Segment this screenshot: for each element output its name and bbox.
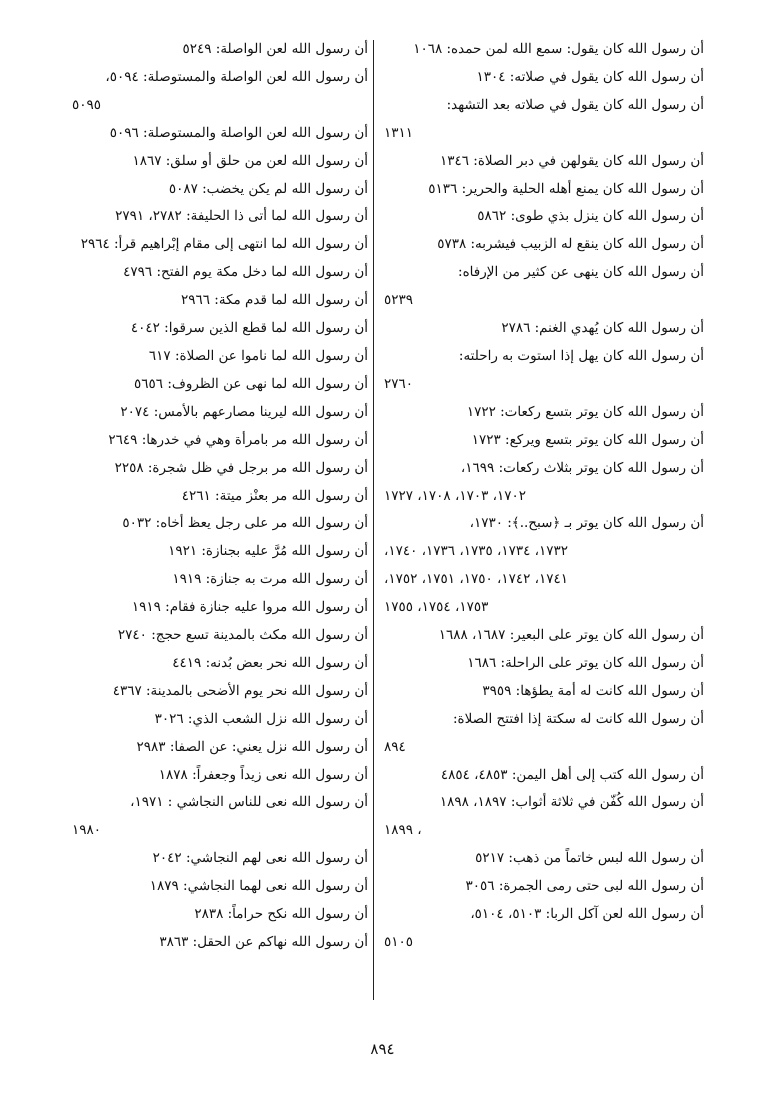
entry-text: أن رسول الله كان ينقع له الزبيب فيشربه: ٥٧٣٨: [437, 236, 704, 253]
index-entry: [384, 343, 704, 399]
entry-text: أن رسول الله كُفّن في ثلاثة أثواب: ١٨٩٧، ١٨٩٨: [439, 794, 704, 811]
index-entry: [72, 650, 368, 678]
index-entry: [384, 92, 704, 148]
entry-text: أن رسول الله كان يوتر بتسع ركعات: ١٧٢٢: [466, 403, 704, 420]
entry-continuation: ١٣١١: [384, 124, 414, 141]
index-entry: [72, 343, 368, 371]
entry-text: أن رسول الله لعن الواصلة والمستوصلة: ٥٠٩٦: [109, 124, 368, 141]
entry-text: أن رسول الله كانت له أمة يطؤها: ٣٩٥٩: [482, 682, 704, 699]
entry-text: أن رسول الله مُرَّ عليه بجنازة: ١٩٢١: [168, 543, 368, 560]
index-entry: [72, 510, 368, 538]
index-entry: [72, 371, 368, 399]
entry-text: أن رسول الله كان يوتر على البعير: ١٦٨٧، ١٦٨٨: [438, 627, 704, 644]
index-entry: [384, 650, 704, 678]
entry-text: أن رسول الله لما أتى ذا الحليفة: ٢٧٨٢، ٢٧٩١: [115, 208, 368, 225]
index-entry: [72, 678, 368, 706]
index-entry: [384, 427, 704, 455]
entry-text: أن رسول الله لعن من حلق أو سلق: ١٨٦٧: [132, 152, 368, 169]
entry-text: أن رسول الله كان يقول في صلاته: ١٣٠٤: [476, 68, 704, 85]
entry-text: أن رسول الله مكث بالمدينة تسع حجج: ٢٧٤٠: [117, 627, 368, 644]
entry-continuation: ، ١٨٩٩: [384, 822, 422, 839]
index-entry: [72, 901, 368, 929]
entry-text: أن رسول الله لعن آكل الربا: ٥١٠٣، ٥١٠٤،: [470, 906, 704, 923]
entry-continuation: ٥١٠٥: [384, 934, 414, 950]
entry-text: أن رسول الله كانت له سكتة إذا افتتح الصلاة:: [453, 710, 704, 727]
entry-continuation: ١٩٨٠: [72, 822, 102, 839]
entry-continuation: ٥٢٣٩: [384, 292, 414, 309]
index-entry: [384, 510, 704, 622]
entry-text: أن رسول الله نعى لهم النجاشي: ٢٠٤٢: [152, 850, 368, 867]
entry-text: أن رسول الله لما قطع الذين سرقوا: ٤٠٤٢: [130, 320, 368, 337]
index-entry: [72, 845, 368, 873]
entry-text: أن رسول الله نحر بعض بُدنه: ٤٤١٩: [172, 654, 368, 671]
entry-continuation: ١٧٥٣، ١٧٥٤، ١٧٥٥: [384, 599, 489, 616]
index-entry: [384, 622, 704, 650]
index-entry: [384, 706, 704, 762]
entry-text: أن رسول الله لبى حتى رمى الجمرة: ٣٠٥٦: [465, 878, 704, 895]
entry-text: أن رسول الله كان يمنع أهله الحلية والحرير: ٥١٣٦: [428, 180, 704, 197]
entry-text: أن رسول الله لما نهى عن الظروف: ٥٦٥٦: [134, 375, 368, 392]
index-entry: [72, 120, 368, 148]
index-entry: [384, 148, 704, 176]
entry-text: أن رسول الله لما انتهى إلى مقام إبْراهيم قرأ: ٢٩٦٤: [80, 236, 368, 253]
entry-text: أن رسول الله كان يوتر بتسع ويركع: ١٧٢٣: [471, 431, 704, 448]
entry-text: أن رسول الله لعن الواصلة: ٥٢٤٩: [182, 41, 368, 57]
index-entry: [72, 315, 368, 343]
index-entry: [72, 789, 368, 845]
index-entry: [72, 64, 368, 120]
index-entry: [72, 483, 368, 511]
entry-text: أن رسول الله ليرينا مصارعهم بالأمس: ٢٠٧٤: [120, 403, 368, 420]
index-entry: [72, 231, 368, 259]
index-entry: [384, 789, 704, 845]
entry-text: أن رسول الله نعى للناس النجاشي : ١٩٧١،: [130, 794, 368, 811]
entry-text: أن رسول الله نكح حراماً: ٢٨٣٨: [194, 906, 368, 923]
entry-text: أن رسول الله نحر يوم الأضحى بالمدينة: ٤٣٦٧: [112, 682, 368, 699]
index-entry: [384, 176, 704, 204]
index-entry: [72, 622, 368, 650]
index-entry: [72, 706, 368, 734]
entry-text: أن رسول الله لم يكن يخضب: ٥٠٨٧: [168, 180, 368, 197]
left-index-column: [72, 36, 368, 957]
index-entry: [72, 427, 368, 455]
index-entry: [384, 315, 704, 343]
index-entry: [384, 259, 704, 315]
index-entry: [384, 399, 704, 427]
entry-continuation: ٨٩٤: [384, 738, 406, 755]
entry-text: أن رسول الله لما دخل مكة يوم الفتح: ٤٧٩٦: [123, 264, 368, 281]
entry-text: أن رسول الله مر على رجل يعظ أخاه: ٥٠٣٢: [122, 515, 368, 532]
index-entry: [72, 455, 368, 483]
entry-text: أن رسول الله لبس خاتماً من ذهب: ٥٢١٧: [475, 850, 704, 867]
index-entry: [72, 734, 368, 762]
entry-text: أن رسول الله نزل يعني: عن الصفا: ٢٩٨٣: [136, 738, 368, 755]
entry-text: أن رسول الله كان يوتر على الراحلة: ١٦٨٦: [467, 654, 704, 671]
entry-text: أن رسول الله كان ينهى عن كثير من الإرفاه:: [458, 264, 704, 281]
index-entry: [72, 929, 368, 957]
entry-text: أن رسول الله مر برجل في ظل شجرة: ٢٢٥٨: [114, 459, 368, 476]
right-index-column: [384, 36, 704, 957]
entry-text: أن رسول الله نعى زيداً وجعفراً: ١٨٧٨: [158, 766, 368, 783]
entry-text: أن رسول الله لما قدم مكة: ٢٩٦٦: [180, 292, 368, 309]
entry-text: أن رسول الله مر بامرأة وهي في خدرها: ٢٦٤٩: [108, 431, 368, 448]
index-entry: [72, 148, 368, 176]
index-entry: [72, 399, 368, 427]
index-entry: [72, 594, 368, 622]
entry-text: أن رسول الله نزل الشعب الذي: ٣٠٢٦: [154, 710, 368, 727]
index-entry: [384, 678, 704, 706]
index-entry: [384, 64, 704, 92]
entry-text: أن رسول الله مروا عليه جنازة فقام: ١٩١٩: [131, 599, 368, 616]
entry-text: أن رسول الله نعى لهما النجاشي: ١٨٧٩: [149, 878, 368, 895]
entry-text: أن رسول الله كان ينزل بذي طوى: ٥٨٦٢: [477, 208, 704, 225]
index-entry: [384, 762, 704, 790]
index-entry: [384, 873, 704, 901]
entry-text: أن رسول الله لما ناموا عن الصلاة: ٦١٧: [148, 347, 368, 364]
entry-text: أن رسول الله كان يوتر بـ ﴿سبح..﴾: ١٧٣٠،: [469, 515, 704, 532]
entry-text: أن رسول الله كان يقول في صلاته بعد التشهد:: [446, 96, 704, 113]
entry-continuation: ٢٧٦٠: [384, 375, 414, 392]
index-entry: [384, 455, 704, 511]
index-entry: [72, 538, 368, 566]
column-divider: [373, 40, 374, 1000]
entry-continuation: ١٧٣٢، ١٧٣٤، ١٧٣٥، ١٧٣٦، ١٧٤٠،: [384, 543, 569, 560]
entry-continuation: ١٧٤١، ١٧٤٢، ١٧٥٠، ١٧٥١، ١٧٥٢،: [384, 571, 569, 588]
entry-text: أن رسول الله كان يُهدي الغنم: ٢٧٨٦: [501, 320, 704, 337]
index-entry: [72, 36, 368, 64]
page-number: ٨٩٤: [370, 1040, 395, 1058]
index-entry: [72, 762, 368, 790]
index-entry: [72, 259, 368, 287]
entry-text: أن رسول الله كان يوتر بثلاث ركعات: ١٦٩٩،: [460, 459, 704, 476]
index-entry: [72, 873, 368, 901]
index-entry: [384, 203, 704, 231]
index-entry: [384, 845, 704, 873]
entry-text: أن رسول الله كان يقولهن في دبر الصلاة: ١٣٤٦: [440, 152, 704, 169]
index-entry: [384, 36, 704, 64]
entry-text: أن رسول الله مرت به جنازة: ١٩١٩: [172, 571, 368, 588]
entry-text: أن رسول الله كتب إلى أهل اليمن: ٤٨٥٣، ٤٨٥٤: [440, 766, 704, 783]
index-entry: [72, 287, 368, 315]
entry-text: أن رسول الله لعن الواصلة والمستوصلة: ٥٠٩٤،: [105, 68, 368, 85]
index-entry: [72, 203, 368, 231]
index-entry: [384, 901, 704, 957]
entry-text: أن رسول الله كان يهل إذا استوت به راحلته:: [458, 347, 704, 364]
index-entry: [384, 231, 704, 259]
entry-continuation: ١٧٠٢، ١٧٠٣، ١٧٠٨، ١٧٢٧: [384, 487, 527, 504]
entry-text: أن رسول الله كان يقول: سمع الله لمن حمده: ١٠٦٨: [413, 41, 704, 57]
index-entry: [72, 176, 368, 204]
entry-text: أن رسول الله نهاكم عن الحقل: ٣٨٦٣: [159, 934, 368, 950]
index-entry: [72, 566, 368, 594]
entry-continuation: ٥٠٩٥: [72, 96, 102, 113]
entry-text: أن رسول الله مر بعنْز ميتة: ٤٢٦١: [181, 487, 368, 504]
